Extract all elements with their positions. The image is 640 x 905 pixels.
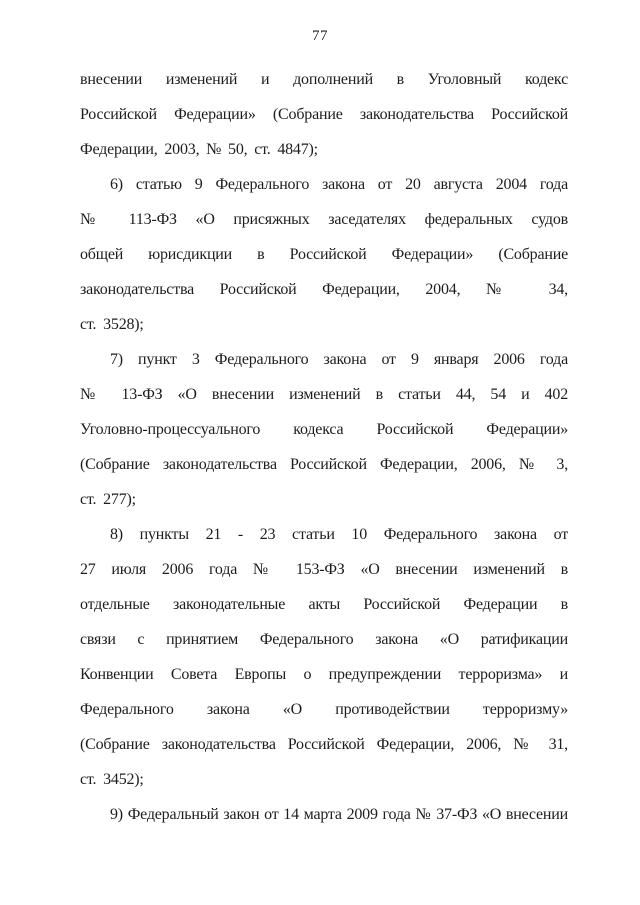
text-line: Федерального закона «О противодействии терроризму»	[80, 701, 568, 718]
text-line: № 13-ФЗ «О внесении изменений в статьи 44, 54 и 402	[80, 386, 568, 403]
text-line: 27 июля 2006 года № 153-ФЗ «О внесении изменений в	[80, 561, 568, 578]
text-line: внесении изменений и дополнений в Уголовный кодекс	[80, 71, 568, 88]
document-content	[80, 62, 568, 832]
text-line: ст. 3452);	[80, 771, 144, 788]
text-line: (Собрание законодательства Российской Федерации, 2006, № 31,	[80, 736, 568, 753]
page-number: 77	[312, 28, 328, 44]
paragraph-item-5-continuation	[80, 62, 568, 167]
paragraph-item-7	[80, 342, 568, 517]
paragraph-item-9	[80, 797, 568, 832]
text-line: ст. 3528);	[80, 316, 144, 333]
text-line: связи с принятием Федерального закона «О ратификации	[80, 631, 568, 648]
text-line: отдельные законодательные акты Российской Федерации в	[80, 596, 568, 613]
text-line: 7) пункт 3 Федерального закона от 9 января 2006 года	[110, 351, 568, 368]
text-line: 6) статью 9 Федерального закона от 20 августа 2004 года	[110, 176, 568, 193]
text-line: ст. 277);	[80, 491, 136, 508]
paragraph-item-6	[80, 167, 568, 342]
text-line: (Собрание законодательства Российской Федерации, 2006, № 3,	[80, 456, 568, 473]
text-line: Федерации, 2003, № 50, ст. 4847);	[80, 141, 318, 158]
text-line: Уголовно-процессуального кодекса Российской Федерации»	[80, 421, 568, 438]
text-line: 8) пункты 21 - 23 статьи 10 Федерального закона от	[110, 526, 568, 543]
text-line: Российской Федерации» (Собрание законодательства Российской	[80, 106, 568, 123]
text-line: Конвенции Совета Европы о предупреждении терроризма» и	[80, 666, 568, 683]
text-line: № 113-ФЗ «О присяжных заседателях федеральных судов	[80, 211, 568, 228]
text-line: 9) Федеральный закон от 14 марта 2009 года № 37-ФЗ «О внесении	[110, 806, 568, 823]
text-line: законодательства Российской Федерации, 2004, № 34,	[80, 281, 568, 298]
text-line: общей юрисдикции в Российской Федерации» (Собрание	[80, 246, 568, 263]
paragraph-item-8	[80, 517, 568, 797]
